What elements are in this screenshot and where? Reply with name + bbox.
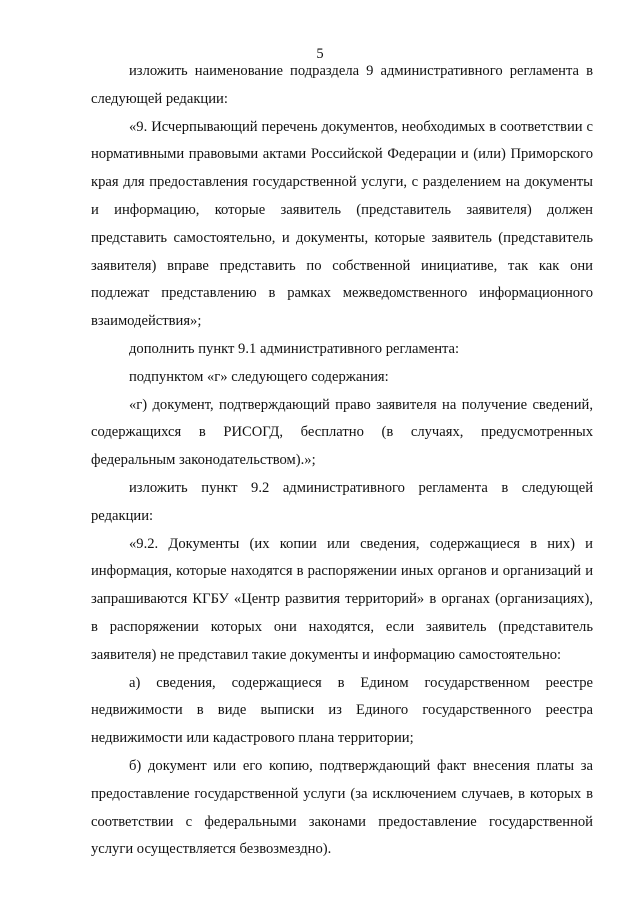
paragraph-4-subpoint-g: подпунктом «г» следующего содержания: <box>129 368 389 385</box>
document-body <box>91 58 593 864</box>
paragraph-3-amend-9-1: дополнить пункт 9.1 административного регламента: <box>129 340 460 357</box>
paragraph-7-point-9-2-text: «9.2. Документы (их копии или сведения, содержащиеся в них) и информация, которые находятся в распоряжении иных органов и организаций и запрашиваются КГБУ «Центр развития территорий» в органах (организациях), в распоряжении которых они находятся, если заявитель (представитель заявителя) не представил такие документы и информацию самостоятельно: <box>91 535 593 663</box>
paragraph-1-intro: изложить наименование подраздела 9 административного регламента в следующей редакции: <box>91 63 593 107</box>
page-number: 5 <box>316 46 324 62</box>
paragraph-6-amend-9-2: изложить пункт 9.2 административного регламента в следующей редакции: <box>91 479 593 524</box>
paragraph-8-subpoint-a: а) сведения, содержащиеся в Едином государственном реестре недвижимости в виде выписки из Единого государственного реестра недвижимости или кадастрового плана территории; <box>91 674 593 747</box>
paragraph-5-subpoint-g-text: «г) документ, подтверждающий право заявителя на получение сведений, содержащихся в РИСОГД, бесплатно (в случаях, предусмотренных федеральным законодательством).»; <box>91 396 593 469</box>
paragraph-9-subpoint-b: б) документ или его копию, подтверждающий факт внесения платы за предоставление государственной услуги (за исключением случаев, в которых в соответствии с федеральными законами предоставление государственной услуги осуществляется безвозмездно). <box>91 757 593 858</box>
paragraph-2-section-9-title: «9. Исчерпывающий перечень документов, необходимых в соответствии с нормативными правовыми актами Российской Федерации и (или) Приморского края для предоставления государственной услуги, с разделением на документы и информацию, которые заявитель (представитель заявителя) должен представить самостоятельно, и документы, которые заявитель (представитель заявителя) вправе представить по собственной инициативе, так как они подлежат представлению в рамках межведомственного информационного взаимодействия»; <box>91 118 593 330</box>
